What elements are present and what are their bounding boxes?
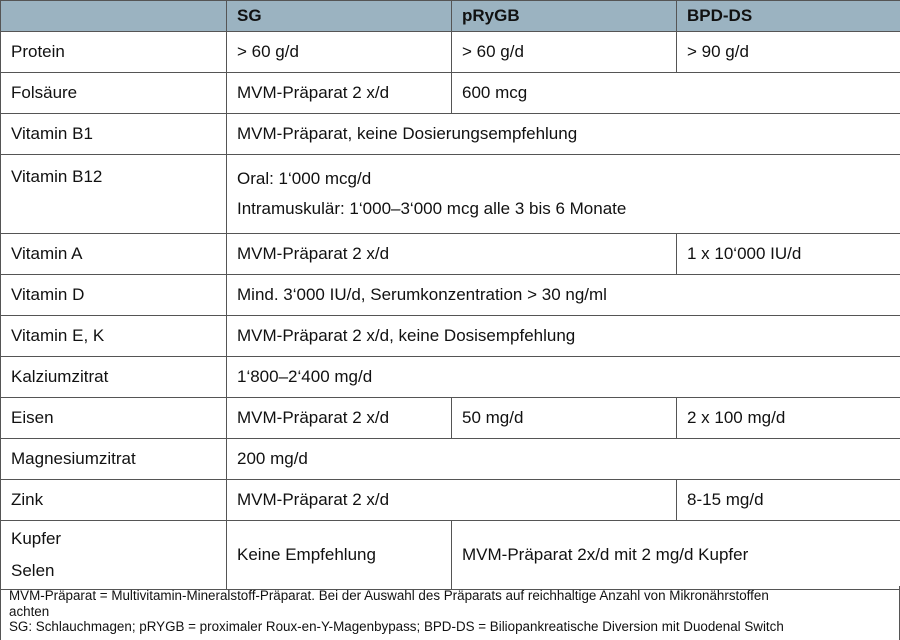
table-row-kalziumzitrat — [1, 357, 900, 398]
vitamin-b12-intramuscular-text: Intramuskulär: 1‘000–3‘000 mcg alle 3 bis 6 Monate — [237, 199, 627, 218]
row-label-vitamin-d: Vitamin D — [1, 275, 227, 316]
table-row-vitamin-d — [1, 275, 900, 316]
cell-vitamin-b1-all: MVM-Präparat, keine Dosierungsempfehlung — [227, 114, 900, 155]
row-label-vitamin-b1: Vitamin B1 — [1, 114, 227, 155]
row-label-folsaeure: Folsäure — [1, 73, 227, 114]
cell-vitamin-a-bpd-ds: 1 x 10‘000 IU/d — [677, 234, 900, 275]
cell-zink-bpd-ds: 8-15 mg/d — [677, 480, 900, 521]
cell-kalziumzitrat-all: 1‘800–2‘400 mg/d — [227, 357, 900, 398]
table-row-zink — [1, 480, 900, 521]
header-corner-cell — [1, 1, 227, 32]
cell-vitamin-e-k-all: MVM-Präparat 2 x/d, keine Dosisempfehlung — [227, 316, 900, 357]
cell-zink-sg-prygb: MVM-Präparat 2 x/d — [227, 480, 677, 521]
row-label-vitamin-a: Vitamin A — [1, 234, 227, 275]
footnote-mvm-definition-continued: achten — [9, 603, 50, 619]
table-row-eisen — [1, 398, 900, 439]
row-label-zink: Zink — [1, 480, 227, 521]
cell-magnesiumzitrat-all: 200 mg/d — [227, 439, 900, 480]
cell-protein-bpd-ds: > 90 g/d — [677, 32, 900, 73]
row-label-magnesiumzitrat: Magnesiumzitrat — [1, 439, 227, 480]
table-row-vitamin-b12 — [1, 155, 900, 234]
cell-folsaeure-prygb-bpd-ds: 600 mcg — [452, 73, 900, 114]
cell-vitamin-b12-all — [227, 155, 900, 234]
vitamin-b12-oral-text: Oral: 1‘000 mcg/d — [237, 169, 372, 188]
row-label-eisen: Eisen — [1, 398, 227, 439]
cell-folsaeure-sg: MVM-Präparat 2 x/d — [227, 73, 452, 114]
kupfer-selen-label-stack — [11, 529, 216, 581]
header-bpd-ds: BPD-DS — [677, 1, 900, 32]
cell-protein-prygb: > 60 g/d — [452, 32, 677, 73]
cell-eisen-sg: MVM-Präparat 2 x/d — [227, 398, 452, 439]
table-row-vitamin-a — [1, 234, 900, 275]
header-prygb: pRyGB — [452, 1, 677, 32]
cell-kupfer-selen-prygb-bpd-ds: MVM-Präparat 2x/d mit 2 mg/d Kupfer — [452, 521, 900, 590]
footnote-abbreviations: SG: Schlauchmagen; pRYGB = proximaler Roux-en-Y-Magenbypass; BPD-DS = Biliopankreatische Diversion mit Duodenal Switch — [9, 619, 784, 634]
row-label-selen: Selen — [11, 561, 55, 580]
cell-eisen-prygb: 50 mg/d — [452, 398, 677, 439]
table-header-row — [1, 1, 900, 32]
table-row-magnesiumzitrat — [1, 439, 900, 480]
row-label-vitamin-e-k: Vitamin E, K — [1, 316, 227, 357]
table-row-protein — [1, 32, 900, 73]
table-row-folsaeure — [1, 73, 900, 114]
row-label-kalziumzitrat: Kalziumzitrat — [1, 357, 227, 398]
cell-protein-sg: > 60 g/d — [227, 32, 452, 73]
cell-vitamin-d-all: Mind. 3‘000 IU/d, Serumkonzentration > 30 ng/ml — [227, 275, 900, 316]
footnote-mvm-definition: MVM-Präparat = Multivitamin-Mineralstoff-Präparat. Bei der Auswahl des Präparats auf reichhaltige Anzahl von Mikronährstoffen — [9, 588, 769, 603]
cell-vitamin-a-sg-prygb: MVM-Präparat 2 x/d — [227, 234, 677, 275]
cell-eisen-bpd-ds: 2 x 100 mg/d — [677, 398, 900, 439]
row-label-protein: Protein — [1, 32, 227, 73]
vitamin-b12-dosage-stack — [237, 169, 890, 219]
row-label-vitamin-b12: Vitamin B12 — [1, 155, 227, 234]
table-row-vitamin-e-k — [1, 316, 900, 357]
row-label-kupfer-selen — [1, 521, 227, 590]
row-label-kupfer: Kupfer — [11, 529, 62, 548]
header-sg: SG — [227, 1, 452, 32]
cell-kupfer-selen-sg: Keine Empfehlung — [227, 521, 452, 590]
table-row-vitamin-b1 — [1, 114, 900, 155]
table-row-kupfer-selen — [1, 521, 900, 590]
table-footnote — [0, 586, 900, 640]
